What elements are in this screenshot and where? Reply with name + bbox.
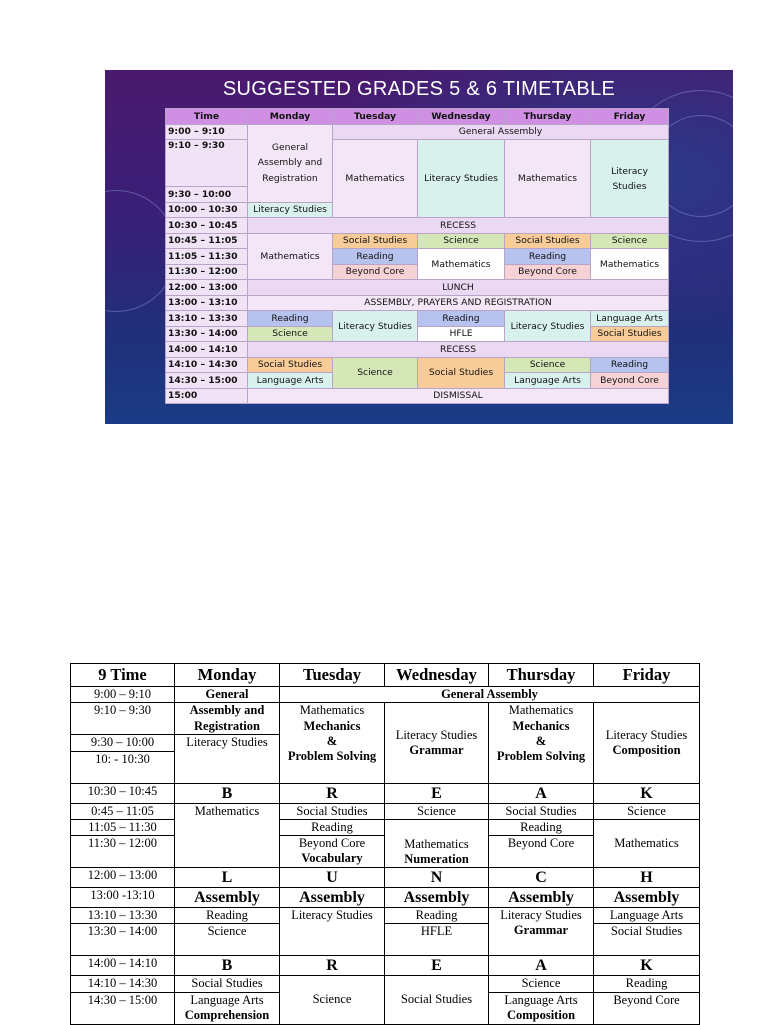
slide-row bbox=[166, 233, 669, 249]
cell: Beyond Core bbox=[505, 264, 591, 280]
cell bbox=[280, 836, 385, 868]
cell-text: General bbox=[205, 687, 249, 701]
assembly-cell: Assembly bbox=[175, 888, 280, 908]
cell: Beyond Core bbox=[333, 264, 418, 280]
cell: General Assembly and Registration bbox=[248, 124, 333, 202]
header-cell: Friday bbox=[591, 109, 669, 125]
cell-text: Grammar bbox=[409, 742, 464, 757]
break-letter: E bbox=[385, 783, 489, 803]
cell: Language Arts bbox=[248, 373, 333, 389]
cell bbox=[489, 908, 594, 956]
cell: Social Studies bbox=[248, 357, 333, 373]
time-cell: 13:30 – 14:00 bbox=[71, 924, 175, 956]
cell: Science bbox=[333, 357, 418, 388]
time-cell: 9:00 – 9:10 bbox=[166, 124, 248, 140]
cell: Social Studies bbox=[594, 924, 700, 956]
slide-row bbox=[166, 140, 669, 187]
time-cell: 9:30 – 10:00 bbox=[71, 735, 175, 751]
time-cell: 11:30 – 12:00 bbox=[166, 264, 248, 280]
cell-text: Mechanics bbox=[303, 718, 361, 733]
slide-timetable bbox=[165, 108, 669, 404]
doc-row bbox=[71, 956, 700, 976]
cell: Literacy Studies bbox=[333, 311, 418, 342]
cell: Reading bbox=[248, 311, 333, 327]
cell: Language Arts bbox=[591, 311, 669, 327]
cell-text: Problem Solving bbox=[287, 749, 377, 764]
cell: Science bbox=[489, 976, 594, 992]
doc-row bbox=[71, 703, 700, 735]
break-letter: A bbox=[489, 783, 594, 803]
slide-row bbox=[166, 124, 669, 140]
cell: Reading bbox=[591, 357, 669, 373]
cell: Science bbox=[594, 803, 700, 819]
doc-header-row bbox=[71, 664, 700, 687]
cell: Social Studies bbox=[489, 803, 594, 819]
slide-row bbox=[166, 249, 669, 265]
cell bbox=[594, 703, 700, 783]
cell: Literacy Studies bbox=[505, 311, 591, 342]
doc-row bbox=[71, 924, 700, 956]
cell: Language Arts bbox=[594, 908, 700, 924]
time-cell: 10:45 – 11:05 bbox=[166, 233, 248, 249]
time-cell: 9:00 – 9:10 bbox=[71, 687, 175, 703]
slide-header-row bbox=[166, 109, 669, 125]
time-cell: 12:00 – 13:00 bbox=[71, 868, 175, 888]
doc-row bbox=[71, 687, 700, 703]
cell: Science bbox=[418, 233, 505, 249]
time-cell: 13:00 -13:10 bbox=[71, 888, 175, 908]
cell: Social Studies bbox=[591, 326, 669, 342]
lunch-letter: H bbox=[594, 868, 700, 888]
cell bbox=[489, 992, 594, 1024]
cell: HFLE bbox=[385, 924, 489, 956]
cell: Beyond Core bbox=[591, 373, 669, 389]
assembly-cell: Assembly bbox=[489, 888, 594, 908]
cell-text: Grammar bbox=[513, 923, 569, 938]
break-letter: A bbox=[489, 956, 594, 976]
time-cell: 9:30 – 10:00 bbox=[166, 187, 248, 203]
cell: Literacy Studies bbox=[280, 908, 385, 956]
cell: Social Studies bbox=[333, 233, 418, 249]
lunch-letter: N bbox=[385, 868, 489, 888]
time-cell: 14:10 – 14:30 bbox=[71, 976, 175, 992]
cell: ASSEMBLY, PRAYERS AND REGISTRATION bbox=[248, 295, 669, 311]
cell: Social Studies bbox=[280, 803, 385, 819]
time-cell: 14:00 – 14:10 bbox=[166, 342, 248, 358]
cell-text: Vocabulary bbox=[301, 851, 363, 866]
break-letter: B bbox=[175, 783, 280, 803]
time-cell: 10:30 – 10:45 bbox=[71, 783, 175, 803]
cell: Science bbox=[280, 976, 385, 1024]
cell: Mathematics bbox=[248, 233, 333, 280]
cell-text: Problem Solving bbox=[496, 749, 586, 764]
header-cell: Time bbox=[166, 109, 248, 125]
header-cell: Tuesday bbox=[333, 109, 418, 125]
cell: Reading bbox=[505, 249, 591, 265]
cell: Mathematics bbox=[333, 140, 418, 218]
time-cell: 11:30 – 12:00 bbox=[71, 836, 175, 868]
document-timetable bbox=[70, 663, 700, 1025]
break-letter: K bbox=[594, 783, 700, 803]
cell: Science bbox=[175, 924, 280, 956]
cell: Mathematics bbox=[418, 249, 505, 280]
doc-row bbox=[71, 908, 700, 924]
time-cell: 13:10 – 13:30 bbox=[166, 311, 248, 327]
cell-text: Composition bbox=[612, 742, 681, 757]
header-cell: Thursday bbox=[505, 109, 591, 125]
time-cell: 14:00 – 14:10 bbox=[71, 956, 175, 976]
time-cell: 13:00 – 13:10 bbox=[166, 295, 248, 311]
time-cell: 10:30 – 10:45 bbox=[166, 218, 248, 234]
cell-text: Comprehension bbox=[184, 1008, 270, 1023]
time-cell: 9:10 – 9:30 bbox=[71, 703, 175, 735]
time-cell: 11:05 – 11:30 bbox=[166, 249, 248, 265]
cell bbox=[385, 819, 489, 867]
cell: Science bbox=[248, 326, 333, 342]
slide-row bbox=[166, 280, 669, 296]
slide-row bbox=[166, 218, 669, 234]
cell-text: Mechanics bbox=[512, 718, 570, 733]
cell: Reading bbox=[385, 908, 489, 924]
cell: Beyond Core bbox=[594, 992, 700, 1024]
cell: Literacy Studies bbox=[591, 140, 669, 218]
doc-row bbox=[71, 868, 700, 888]
time-cell: 13:10 – 13:30 bbox=[71, 908, 175, 924]
break-letter: E bbox=[385, 956, 489, 976]
time-cell: 15:00 bbox=[166, 388, 248, 404]
header-cell: 9 Time bbox=[71, 664, 175, 687]
cell-text: Language Arts bbox=[504, 992, 578, 1007]
time-cell: 9:10 – 9:30 bbox=[166, 140, 248, 187]
cell: Social Studies bbox=[385, 976, 489, 1024]
slide-row bbox=[166, 388, 669, 404]
slide-row bbox=[166, 357, 669, 373]
cell: Mathematics bbox=[591, 249, 669, 280]
cell-text: Beyond Core bbox=[298, 836, 366, 851]
cell: RECESS bbox=[248, 342, 669, 358]
doc-row bbox=[71, 888, 700, 908]
doc-row bbox=[71, 976, 700, 992]
lunch-letter: L bbox=[175, 868, 280, 888]
cell-text: Literacy Studies bbox=[605, 727, 688, 742]
cell bbox=[280, 687, 700, 703]
cell-text: Composition bbox=[506, 1008, 576, 1023]
cell: Social Studies bbox=[175, 976, 280, 992]
cell-text: Numeration bbox=[404, 851, 469, 866]
cell-text: Literacy Studies bbox=[500, 908, 582, 923]
cell: Social Studies bbox=[418, 357, 505, 388]
slide-row bbox=[166, 342, 669, 358]
cell-text: Mathematics bbox=[508, 703, 574, 718]
time-cell: 10:00 – 10:30 bbox=[166, 202, 248, 218]
cell: Science bbox=[591, 233, 669, 249]
slide-row bbox=[166, 311, 669, 327]
time-cell: 12:00 – 13:00 bbox=[166, 280, 248, 296]
break-letter: B bbox=[175, 956, 280, 976]
cell: Reading bbox=[175, 908, 280, 924]
header-cell: Monday bbox=[248, 109, 333, 125]
lunch-letter: U bbox=[280, 868, 385, 888]
doc-row bbox=[71, 803, 700, 819]
cell: HFLE bbox=[418, 326, 505, 342]
cell: Literacy Studies bbox=[418, 140, 505, 218]
time-cell: 0:45 – 11:05 bbox=[71, 803, 175, 819]
cell-text: Mathematics bbox=[404, 836, 469, 851]
time-cell: 14:30 – 15:00 bbox=[71, 992, 175, 1024]
cell: Literacy Studies bbox=[248, 202, 333, 218]
cell bbox=[280, 703, 385, 783]
cell: Reading bbox=[418, 311, 505, 327]
header-cell: Thursday bbox=[489, 664, 594, 687]
break-letter: K bbox=[594, 956, 700, 976]
header-cell: Wednesday bbox=[418, 109, 505, 125]
cell: Reading bbox=[333, 249, 418, 265]
cell: Social Studies bbox=[505, 233, 591, 249]
timetable-slide-image bbox=[105, 70, 733, 424]
lunch-letter: C bbox=[489, 868, 594, 888]
cell bbox=[385, 703, 489, 783]
header-cell: Monday bbox=[175, 664, 280, 687]
assembly-cell: Assembly bbox=[594, 888, 700, 908]
cell-text: Language Arts bbox=[190, 992, 264, 1007]
slide-row bbox=[166, 295, 669, 311]
cell: LUNCH bbox=[248, 280, 669, 296]
cell: Literacy Studies bbox=[175, 735, 280, 783]
cell-text: & bbox=[535, 733, 547, 748]
assembly-cell: Assembly bbox=[280, 888, 385, 908]
time-cell: 11:05 – 11:30 bbox=[71, 819, 175, 835]
cell-text: & bbox=[326, 733, 338, 748]
cell: RECESS bbox=[248, 218, 669, 234]
cell: General Assembly bbox=[333, 124, 669, 140]
cell: Beyond Core bbox=[489, 836, 594, 868]
cell: Mathematics bbox=[505, 140, 591, 218]
time-cell: 14:30 – 15:00 bbox=[166, 373, 248, 389]
break-letter: R bbox=[280, 783, 385, 803]
cell-text: Literacy Studies bbox=[395, 727, 478, 742]
cell bbox=[175, 687, 280, 703]
time-cell: 14:10 – 14:30 bbox=[166, 357, 248, 373]
cell: Mathematics bbox=[175, 803, 280, 868]
cell: Reading bbox=[594, 976, 700, 992]
cell: Language Arts bbox=[505, 373, 591, 389]
cell: Science bbox=[505, 357, 591, 373]
slide-row bbox=[166, 326, 669, 342]
break-letter: R bbox=[280, 956, 385, 976]
cell: Mathematics bbox=[594, 819, 700, 867]
header-cell: Tuesday bbox=[280, 664, 385, 687]
cell: Reading bbox=[489, 819, 594, 835]
assembly-cell: Assembly bbox=[385, 888, 489, 908]
header-cell: Wednesday bbox=[385, 664, 489, 687]
header-cell: Friday bbox=[594, 664, 700, 687]
doc-row bbox=[71, 783, 700, 803]
cell: DISMISSAL bbox=[248, 388, 669, 404]
time-cell: 13:30 – 14:00 bbox=[166, 326, 248, 342]
cell bbox=[489, 703, 594, 783]
cell-text: Mathematics bbox=[299, 703, 365, 718]
slide-title: SUGGESTED GRADES 5 & 6 TIMETABLE bbox=[222, 78, 616, 100]
cell: Science bbox=[385, 803, 489, 819]
cell bbox=[175, 703, 280, 735]
time-cell: 10: - 10:30 bbox=[71, 751, 175, 783]
cell: Reading bbox=[280, 819, 385, 835]
doc-row bbox=[71, 819, 700, 835]
cell-text: General Assembly bbox=[441, 687, 538, 701]
cell bbox=[175, 992, 280, 1024]
cell-text: Assembly and Registration bbox=[189, 703, 265, 733]
